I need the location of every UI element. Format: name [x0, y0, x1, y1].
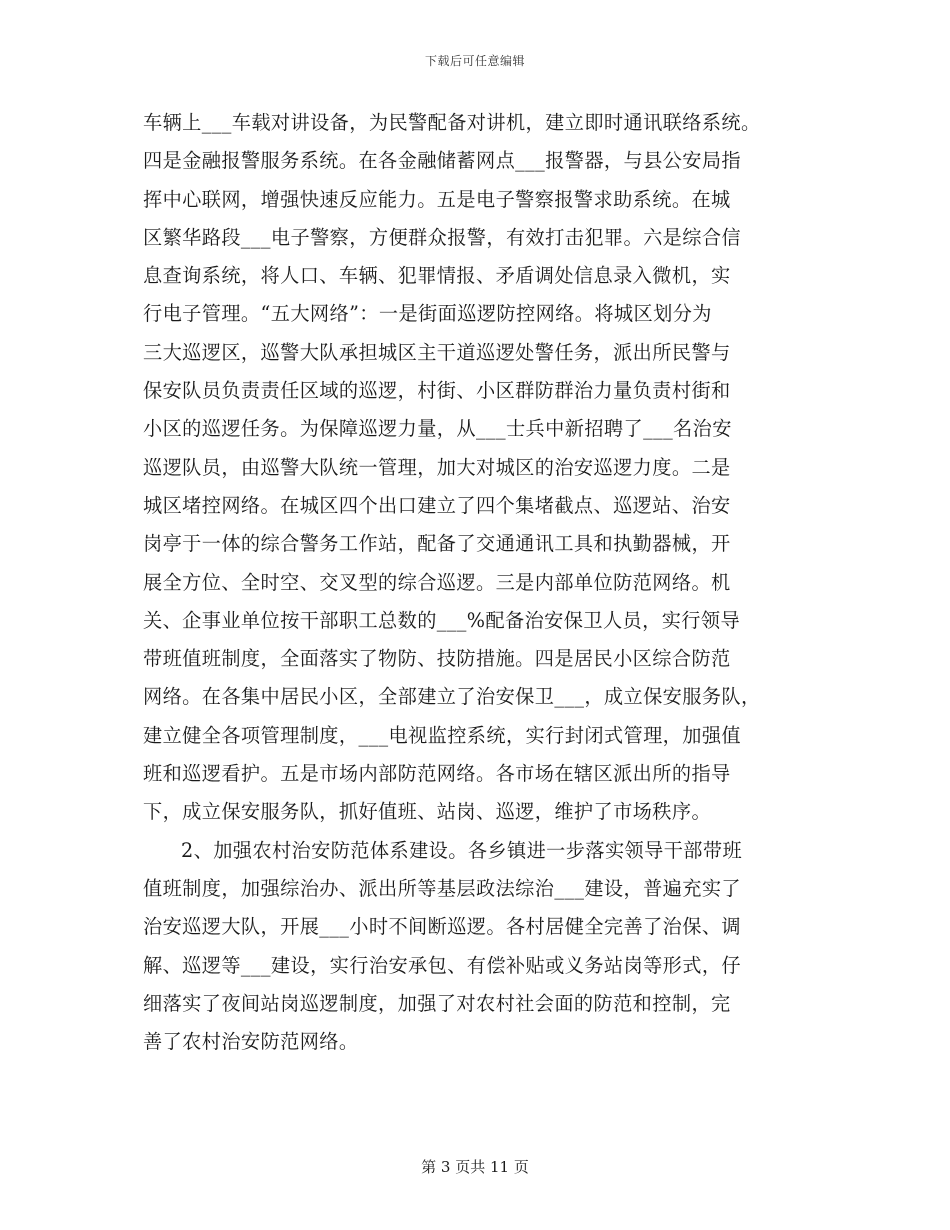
text-line: 网络。在各集中居民小区，全部建立了治安保卫___，成立保安服务队， [143, 685, 761, 709]
text-line: 四是金融报警服务系统。在各金融储蓄网点___报警器，与县公安局指 [143, 149, 742, 173]
text-line: 带班值班制度，全面落实了物防、技防措施。四是居民小区综合防范 [143, 647, 731, 671]
text-line: 挥中心联网，增强快速反应能力。五是电子警察报警求助系统。在城 [143, 187, 731, 211]
text-line: 展全方位、全时空、交叉型的综合巡逻。三是内部单位防范网络。机 [143, 570, 731, 594]
text-line: 息查询系统，将人口、车辆、犯罪情报、矛盾调处信息录入微机，实 [143, 264, 731, 288]
text-line: 岗亭于一体的综合警务工作站，配备了交通通讯工具和执勤器械，开 [143, 532, 731, 556]
text-line: 城区堵控网络。在城区四个出口建立了四个集堵截点、巡逻站、治安 [143, 493, 731, 517]
text-line: 保安队员负责责任区域的巡逻，村街、小区群防群治力量负责村街和 [143, 379, 731, 403]
text-line: 行电子管理。“五大网络”：一是街面巡逻防控网络。将城区划分为 [143, 302, 712, 326]
document-body [143, 104, 815, 1061]
text-line: 小区的巡逻任务。为保障巡逻力量，从___士兵中新招聘了___名治安 [143, 417, 732, 441]
page-number: 第 3 页共 11 页 [421, 1158, 529, 1176]
text-line: 关、企事业单位按干部职工总数的___%配备治安保卫人员，实行领导 [143, 608, 741, 632]
page-header: 下载后可任意编辑 [424, 54, 525, 68]
text-line: 值班制度，加强综治办、派出所等基层政法综治___建设，普遍充实了 [143, 876, 742, 900]
text-line: 2、加强农村治安防范体系建设。各乡镇进一步落实领导干部带班 [181, 838, 743, 862]
text-line: 细落实了夜间站岗巡逻制度，加强了对农村社会面的防范和控制，完 [143, 991, 731, 1015]
text-line: 建立健全各项管理制度，___电视监控系统，实行封闭式管理，加强值 [143, 723, 742, 747]
text-line: 下，成立保安服务队，抓好值班、站岗、巡逻，维护了市场秩序。 [143, 800, 712, 824]
text-line: 解、巡逻等___建设，实行治安承包、有偿补贴或义务站岗等形式，仔 [143, 953, 742, 977]
text-line: 治安巡逻大队，开展___小时不间断巡逻。各村居健全完善了治保、调 [143, 915, 742, 939]
text-line: 班和巡逻看护。五是市场内部防范网络。各市场在辖区派出所的指导 [143, 762, 731, 786]
text-line: 车辆上___车载对讲设备，为民警配备对讲机，建立即时通讯联络系统。 [143, 111, 761, 134]
text-line: 三大巡逻区，巡警大队承担城区主干道巡逻处警任务，派出所民警与 [143, 340, 731, 364]
text-line: 善了农村治安防范网络。 [143, 1030, 359, 1054]
text-line: 巡逻队员，由巡警大队统一管理，加大对城区的治安巡逻力度。二是 [143, 455, 731, 479]
text-line: 区繁华路段___电子警察，方便群众报警，有效打击犯罪。六是综合信 [143, 225, 742, 249]
